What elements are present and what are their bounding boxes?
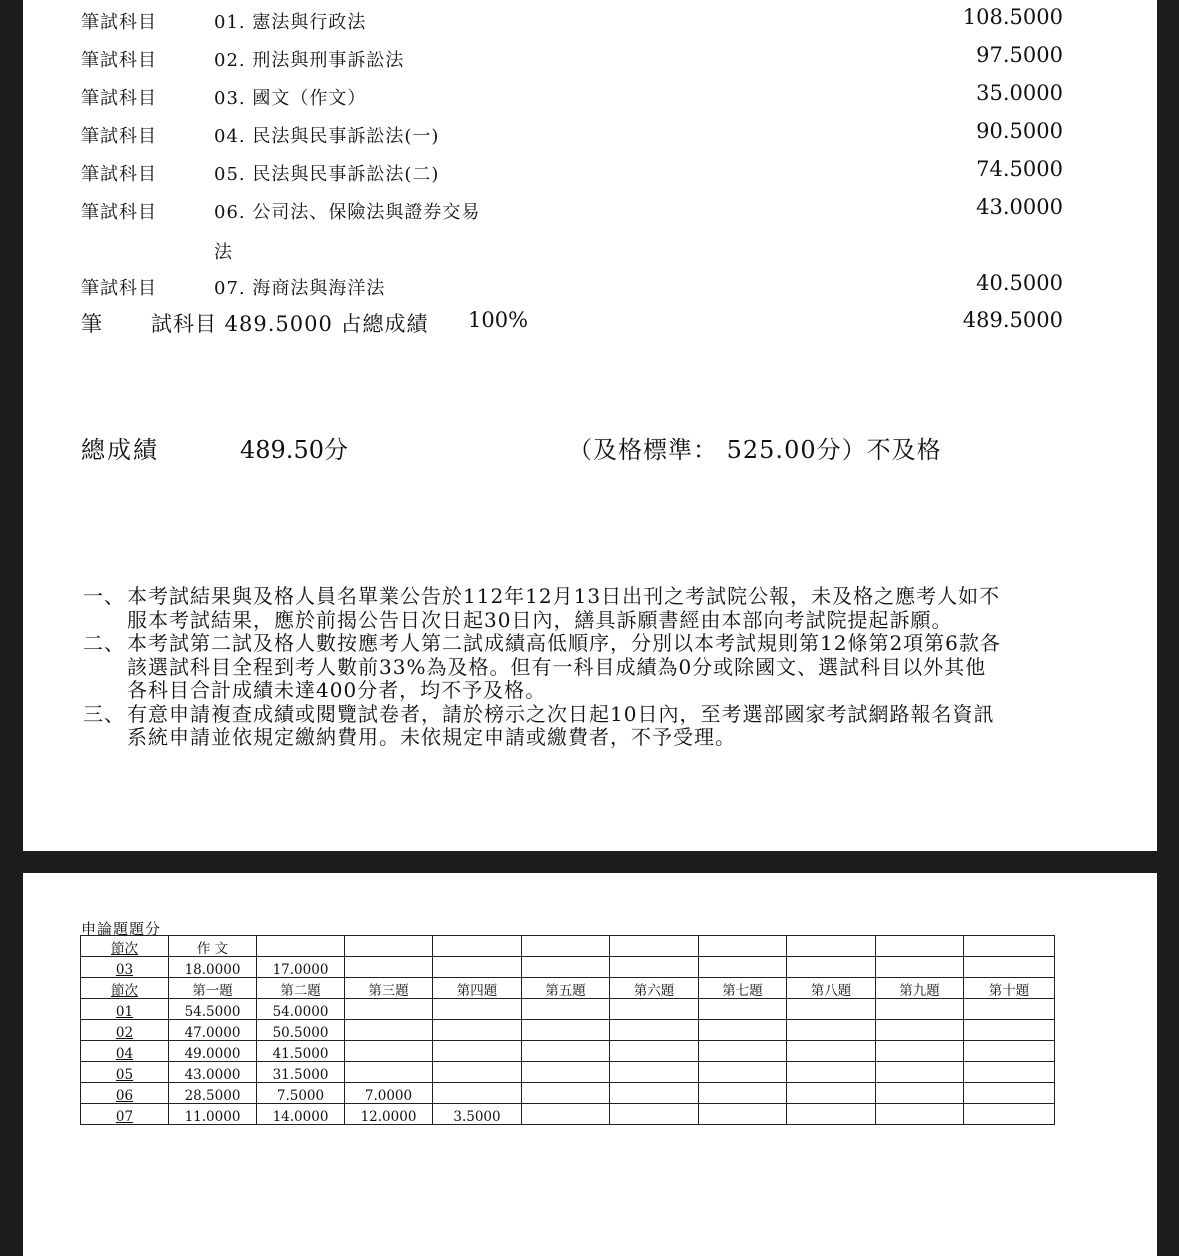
subtotal-percent: 100%	[468, 308, 529, 332]
subject-name: 06. 公司法、保險法與證券交易	[214, 202, 481, 223]
subject-name: 01. 憲法與行政法	[214, 12, 367, 33]
table-cell: 03	[81, 957, 169, 978]
table-cell	[433, 1020, 522, 1041]
notes	[83, 585, 1003, 750]
table-cell	[610, 1020, 699, 1041]
table-cell: 04	[81, 1041, 169, 1062]
table-cell: 第五題	[522, 978, 610, 999]
table-cell	[964, 1104, 1055, 1125]
subtotal-label-a: 筆	[81, 312, 102, 336]
table-cell: 第九題	[876, 978, 964, 999]
table-cell	[433, 936, 522, 957]
table-cell	[610, 1041, 699, 1062]
table-cell: 17.0000	[257, 957, 345, 978]
subject-row	[23, 154, 1157, 188]
table-cell: 14.0000	[257, 1104, 345, 1125]
subject-name-continuation: 法	[214, 242, 232, 263]
table-cell	[522, 999, 610, 1020]
table-cell: 50.5000	[257, 1020, 345, 1041]
table-cell: 01	[81, 999, 169, 1020]
note-item	[83, 632, 1003, 703]
table-cell	[699, 1083, 787, 1104]
subject-row	[23, 2, 1157, 36]
table-cell: 47.0000	[169, 1020, 257, 1041]
table-cell: 作 文	[169, 936, 257, 957]
table-cell: 31.5000	[257, 1062, 345, 1083]
subject-row	[23, 116, 1157, 150]
subject-row	[23, 192, 1157, 226]
essay-table-title: 申論題題分	[81, 920, 162, 938]
table-cell	[876, 999, 964, 1020]
subject-label: 筆試科目	[81, 88, 157, 109]
essay-score-table	[80, 935, 1055, 1125]
table-cell: 3.5000	[433, 1104, 522, 1125]
table-cell	[699, 1041, 787, 1062]
table-cell	[876, 1083, 964, 1104]
subject-label: 筆試科目	[81, 12, 157, 33]
table-cell	[876, 957, 964, 978]
pass-standard: （及格標準： 525.00分）不及格	[568, 436, 942, 464]
subject-label: 筆試科目	[81, 50, 157, 71]
subject-score: 40.5000	[976, 271, 1063, 295]
table-cell: 41.5000	[257, 1041, 345, 1062]
table-cell	[610, 936, 699, 957]
table-cell	[433, 999, 522, 1020]
table-cell: 7.0000	[345, 1083, 433, 1104]
table-cell: 05	[81, 1062, 169, 1083]
table-cell	[345, 936, 433, 957]
table-cell	[964, 1083, 1055, 1104]
subject-score: 108.5000	[962, 5, 1063, 29]
table-cell: 54.5000	[169, 999, 257, 1020]
table-cell	[433, 1041, 522, 1062]
table-cell	[964, 999, 1055, 1020]
table-cell: 第一題	[169, 978, 257, 999]
table-cell	[433, 1083, 522, 1104]
table-cell	[787, 936, 876, 957]
table-cell	[964, 1062, 1055, 1083]
table-cell: 第二題	[257, 978, 345, 999]
table-cell	[522, 1104, 610, 1125]
table-cell	[345, 999, 433, 1020]
table-cell	[876, 936, 964, 957]
table-cell: 18.0000	[169, 957, 257, 978]
table-cell	[787, 1020, 876, 1041]
table-cell	[699, 957, 787, 978]
table-cell	[876, 1041, 964, 1062]
table-cell	[787, 1083, 876, 1104]
table-row	[81, 1104, 1055, 1125]
table-cell	[345, 1020, 433, 1041]
table-cell: 07	[81, 1104, 169, 1125]
note-number: 一、	[83, 584, 125, 608]
total-label: 總成績	[81, 436, 159, 464]
table-cell	[257, 936, 345, 957]
table-cell	[522, 1020, 610, 1041]
table-cell: 49.0000	[169, 1041, 257, 1062]
table-row	[81, 999, 1055, 1020]
result-page-2	[23, 873, 1157, 1256]
table-row	[81, 1041, 1055, 1062]
note-number: 三、	[83, 701, 125, 726]
note-item	[83, 703, 1003, 750]
table-cell	[787, 999, 876, 1020]
subtotal-label-b: 試科目 489.5000 占總成績	[151, 312, 429, 336]
subject-name: 02. 刑法與刑事訴訟法	[214, 50, 405, 71]
table-cell	[610, 999, 699, 1020]
table-cell	[876, 1104, 964, 1125]
table-cell	[699, 936, 787, 957]
table-cell	[345, 1062, 433, 1083]
table-row	[81, 1020, 1055, 1041]
table-cell: 第七題	[699, 978, 787, 999]
table-cell	[787, 957, 876, 978]
table-cell: 第六題	[610, 978, 699, 999]
table-cell	[964, 1020, 1055, 1041]
table-cell	[610, 1083, 699, 1104]
table-cell: 11.0000	[169, 1104, 257, 1125]
table-cell	[964, 1041, 1055, 1062]
table-cell	[964, 936, 1055, 957]
table-cell	[787, 1062, 876, 1083]
note-text: 有意申請複查成績或閱覽試卷者，請於榜示之次日起10日內，至考選部國家考試網路報名資訊系統申請並依規定繳納費用。未依規定申請或繳費者，不予受理。	[127, 701, 995, 749]
subject-name: 05. 民法與民事訴訟法(二)	[214, 164, 440, 185]
subject-score: 97.5000	[976, 43, 1063, 67]
table-cell	[522, 1041, 610, 1062]
table-cell: 02	[81, 1020, 169, 1041]
note-item	[83, 585, 1003, 632]
table-cell	[522, 957, 610, 978]
table-cell	[876, 1020, 964, 1041]
table-cell: 12.0000	[345, 1104, 433, 1125]
subject-score: 74.5000	[976, 157, 1063, 181]
subject-name: 04. 民法與民事訴訟法(一)	[214, 126, 440, 147]
subject-score: 90.5000	[976, 119, 1063, 143]
table-cell	[522, 936, 610, 957]
subject-row	[23, 78, 1157, 112]
result-page-1	[23, 0, 1157, 851]
table-row	[81, 1062, 1055, 1083]
note-number: 二、	[83, 631, 125, 655]
subject-label: 筆試科目	[81, 278, 157, 299]
table-cell	[433, 957, 522, 978]
table-cell	[433, 1062, 522, 1083]
subject-row	[23, 40, 1157, 74]
table-cell	[610, 957, 699, 978]
table-cell	[787, 1041, 876, 1062]
table-cell: 節次	[81, 936, 169, 957]
total-score: 489.50分	[240, 436, 348, 464]
table-cell: 第四題	[433, 978, 522, 999]
table-cell: 第十題	[964, 978, 1055, 999]
table-cell	[610, 1104, 699, 1125]
table-cell: 54.0000	[257, 999, 345, 1020]
table-cell	[699, 1062, 787, 1083]
table-cell	[787, 1104, 876, 1125]
table-row	[81, 1083, 1055, 1104]
table-cell	[876, 1062, 964, 1083]
table-cell	[522, 1083, 610, 1104]
subject-score: 35.0000	[976, 81, 1063, 105]
table-cell	[699, 1104, 787, 1125]
table-cell: 06	[81, 1083, 169, 1104]
table-cell	[522, 1062, 610, 1083]
subject-label: 筆試科目	[81, 126, 157, 147]
table-cell: 43.0000	[169, 1062, 257, 1083]
subject-name: 07. 海商法與海洋法	[214, 278, 386, 299]
table-cell: 7.5000	[257, 1083, 345, 1104]
note-text: 本考試第二試及格人數按應考人第二試成績高低順序，分別以本考試規則第12條第2項第6款各該選試科目全程到考人數前33%為及格。但有一科目成績為0分或除國文、選試科目以外其他各科目合計成績未達400分者，均不予及格。	[127, 631, 1001, 702]
table-cell	[345, 1041, 433, 1062]
table-cell	[699, 1020, 787, 1041]
subject-label: 筆試科目	[81, 164, 157, 185]
table-cell: 第三題	[345, 978, 433, 999]
subject-name: 03. 國文（作文）	[214, 88, 367, 109]
subject-row	[23, 268, 1157, 302]
table-cell	[345, 957, 433, 978]
subtotal-score: 489.5000	[962, 308, 1063, 332]
table-cell	[699, 999, 787, 1020]
table-cell: 28.5000	[169, 1083, 257, 1104]
subject-score: 43.0000	[976, 195, 1063, 219]
table-row	[81, 936, 1055, 957]
table-cell: 第八題	[787, 978, 876, 999]
table-row	[81, 978, 1055, 999]
table-row	[81, 957, 1055, 978]
table-cell	[964, 957, 1055, 978]
table-cell: 節次	[81, 978, 169, 999]
subject-label: 筆試科目	[81, 202, 157, 223]
table-cell	[610, 1062, 699, 1083]
note-text: 本考試結果與及格人員名單業公告於112年12月13日出刊之考試院公報，未及格之應考人如不服本考試結果，應於前揭公告日次日起30日內，繕具訴願書經由本部向考試院提起訴願。	[127, 584, 1001, 632]
